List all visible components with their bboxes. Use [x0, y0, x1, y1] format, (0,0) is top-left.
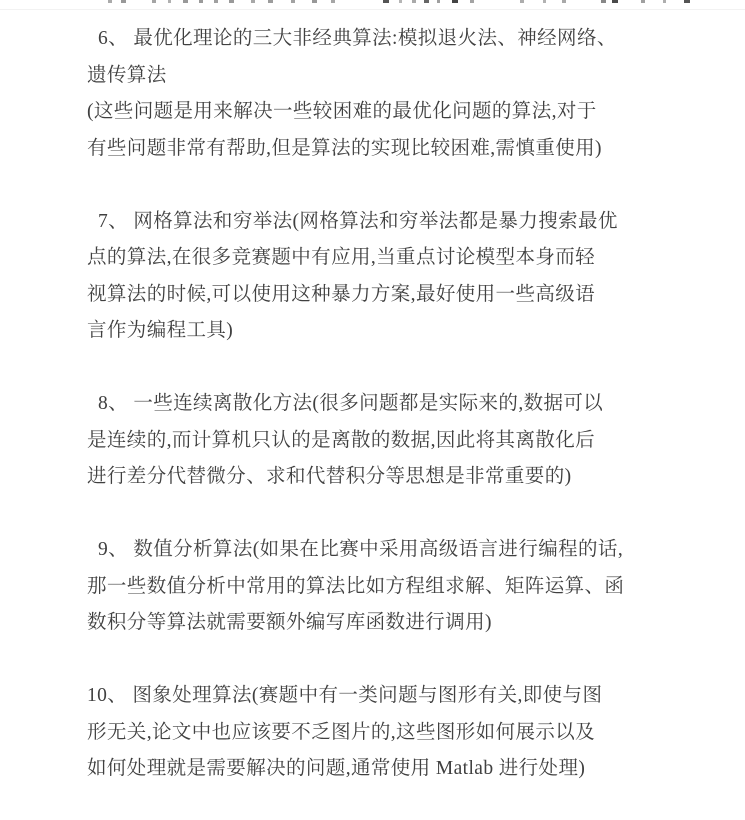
paragraph-item-7	[87, 204, 687, 350]
clipped-glyph-fragment	[331, 0, 335, 3]
paragraph-item-8	[87, 386, 687, 496]
clipped-glyph-fragment	[470, 0, 474, 3]
clipped-glyph-fragment	[168, 0, 171, 3]
text-line: 言作为编程工具)	[87, 320, 234, 341]
text-line: 视算法的时候,可以使用这种暴力方案,最好使用一些高级语	[87, 283, 596, 305]
clipped-glyph-fragment	[291, 0, 295, 3]
clipped-glyph-fragment	[229, 0, 234, 3]
clipped-glyph-fragment	[641, 0, 645, 3]
text-line: 点的算法,在很多竞赛题中有应用,当重点讨论模型本身而轻	[87, 247, 596, 268]
clipped-glyph-fragment	[612, 0, 618, 3]
paragraph-item-9	[87, 532, 687, 642]
clipped-glyph-fragment	[268, 0, 273, 3]
text-line: 8、 一些连续离散化方法(很多问题都是实际来的,数据可以	[98, 393, 604, 414]
clipped-glyph-fragment	[412, 0, 416, 3]
clipped-glyph-fragment	[152, 0, 156, 3]
clipped-glyph-fragment	[601, 0, 606, 3]
clipped-glyph-fragment	[543, 0, 546, 3]
clipped-glyph-fragment	[424, 0, 429, 3]
clipped-glyph-fragment	[520, 0, 524, 3]
paragraph-item-10	[87, 678, 687, 788]
clipped-glyph-fragment	[199, 0, 203, 3]
clipped-glyph-fragment	[312, 0, 317, 3]
text-line: 进行差分代替微分、求和代替积分等思想是非常重要的)	[87, 466, 572, 487]
clipped-glyph-fragment	[214, 0, 218, 3]
text-line: (这些问题是用来解决一些较困难的最优化问题的算法,对于	[87, 101, 597, 122]
text-line: 如何处理就是需要解决的问题,通常使用 Matlab 进行处理)	[87, 758, 586, 779]
text-line: 遗传算法	[87, 64, 167, 86]
clipped-glyph-fragment	[562, 0, 566, 3]
text-line: 10、 图象处理算法(赛题中有一类问题与图形有关,即使与图	[87, 685, 603, 706]
document-body	[87, 21, 687, 788]
text-line: 9、 数值分析算法(如果在比赛中采用高级语言进行编程的话,	[98, 539, 624, 560]
clipped-glyph-fragment	[183, 0, 188, 3]
clipped-glyph-fragment	[437, 0, 440, 3]
text-line: 数积分等算法就需要额外编写库函数进行调用)	[87, 612, 492, 633]
clipped-glyph-fragment	[383, 0, 389, 3]
paragraph-item-6-note	[87, 94, 687, 167]
clipped-glyph-fragment	[108, 0, 112, 3]
paragraph-item-6	[87, 21, 687, 94]
clipped-glyph-fragment	[663, 0, 666, 3]
clipped-glyph-fragment	[399, 0, 402, 3]
text-line: 7、 网格算法和穷举法(网格算法和穷举法都是暴力搜索最优	[98, 210, 618, 232]
text-line: 形无关,论文中也应该要不乏图片的,这些图形如何展示以及	[87, 721, 596, 743]
clipped-glyph-fragment	[251, 0, 255, 3]
text-line: 是连续的,而计算机只认的是离散的数据,因此将其离散化后	[87, 429, 596, 451]
clipped-top-line	[0, 0, 745, 10]
clipped-glyph-fragment	[684, 0, 690, 3]
scan-hairline	[0, 9, 745, 10]
text-line: 6、 最优化理论的三大非经典算法:模拟退火法、神经网络、	[98, 28, 617, 49]
clipped-glyph-fragment	[452, 0, 458, 3]
text-line: 有些问题非常有帮助,但是算法的实现比较困难,需慎重使用)	[87, 137, 602, 159]
clipped-glyph-fragment	[121, 0, 126, 3]
text-line: 那一些数值分析中常用的算法比如方程组求解、矩阵运算、函	[87, 575, 625, 597]
